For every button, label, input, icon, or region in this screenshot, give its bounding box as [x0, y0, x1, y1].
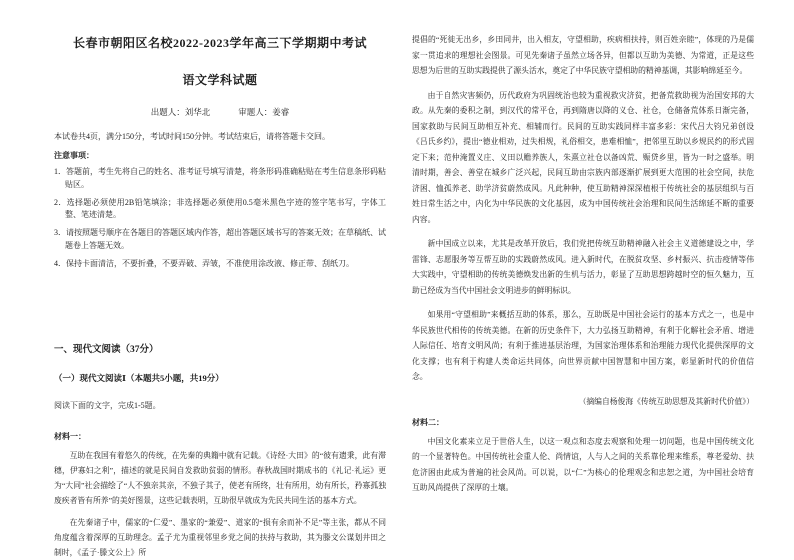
material1-paragraph-1: 互助在我国有着悠久的传统，在先秦的典籍中就有记载。《诗经·大田》的“彼有遗秉，此有滞穗，伊寡妇之利”，描述的就是民间自发救助贫弱的情形。春秋战国时期成书的《礼记·礼运》更为“大同”社会描绘了“人不独亲其亲，不独子其子，使老有所终，壮有所用，幼有所长，矜寡孤独废疾者皆有所养”的美好图景，这些记载表明，互助很早就成为先民共同生活的基本方式。	[54, 450, 386, 505]
notice-list	[54, 166, 386, 270]
notice-heading: 注意事项：	[54, 151, 94, 160]
notice-item-3: 3．请按照题号顺序在各题目的答题区域内作答，超出答题区域书写的答案无效；在草稿纸、试题卷上答题无效。	[54, 228, 386, 250]
question-setter: 出题人：刘华北	[150, 107, 211, 117]
section-heading: 一、现代文阅读（37分）	[54, 344, 159, 355]
continuation-paragraph: 提倡的“死徙无出乡，乡田同井，出入相友，守望相助，疾病相扶持，则百姓亲睦”，体现的乃是儒家一贯追求的理想社会图景。可见先秦诸子虽然立场各异，但都以互助为美德、为常道，正是这些思想为后世的互助实践提供了源头活水，奠定了中华民族守望相助的精神基调，其影响绵延至今。	[412, 35, 754, 75]
material2-label: 材料二：	[412, 417, 444, 427]
byline	[54, 106, 386, 118]
subsection-heading: （一）现代文阅读Ⅰ（本题共5小题，共19分）	[54, 372, 224, 383]
section-spacer	[54, 276, 386, 344]
body-paragraph-3: 新中国成立以来，尤其是改革开放后，我们党把传统互助精神融入社会主义道德建设之中，学雷锋、志愿服务等互帮互助的实践蔚然成风。进入新时代，在脱贫攻坚、乡村振兴、抗击疫情等伟大实践中，守望相助的传统美德焕发出新的生机与活力，彰显了互助思想跨越时空的恒久魅力，互助已经成为当代中国社会文明进步的鲜明标识。	[412, 239, 754, 295]
material1-paragraph-2: 在先秦诸子中，儒家的“仁爱”、墨家的“兼爱”、道家的“损有余而补不足”等主张，都从不同角度蕴含着深厚的互助理念。孟子尤为重视邻里乡党之间的扶持与救助，其为滕文公谋划井田之制时，《孟子·滕文公上》所	[54, 517, 386, 557]
left-column	[54, 0, 386, 560]
exam-title-line2: 语文学科试题	[182, 73, 258, 87]
body-paragraph-4: 如果用“守望相助”来概括互助的体系，那么，互助既是中国社会运行的基本方式之一，也是中华民族世代相传的传统美德。在新的历史条件下，大力弘扬互助精神，有利于化解社会矛盾、增进人际信任、培育文明风尚；有利于推进基层治理，为国家治理体系和治理能力现代化提供深厚的文化支撑；也有利于构建人类命运共同体，向世界贡献中国智慧和中国方案，彰显新时代的价值信念。	[412, 310, 754, 381]
exam-title-line1: 长春市朝阳区名校2022-2023学年高三下学期期中考试	[73, 36, 367, 50]
reading-instruction: 阅读下面的文字，完成1-5题。	[54, 400, 161, 410]
question-reviewer: 审题人：姜睿	[238, 107, 290, 117]
source-citation: （摘编自杨俊海《传统互助思想及其新时代价值》）	[578, 396, 754, 406]
material2-paragraph: 中国文化素来立足于世俗人生，以这一观点和态度去观察和处理一切问题，也是中国传统文化的一个显著特色。中国传统社会重人伦、尚情谊，人与人之间的关系靠伦理来维系，尊老爱幼、扶危济困由此成为普遍的社会风尚。可以说，以“仁”为核心的伦理观念和忠恕之道，为中国社会培育互助风尚提供了深厚的土壤。	[412, 436, 754, 492]
notice-item-2: 2．选择题必须使用2B铅笔填涂；非选择题必须使用0.5毫米黑色字迹的签字笔书写，字体工整、笔迹清楚。	[54, 197, 386, 219]
notice-item-4: 4．保持卡面清洁，不要折叠，不要弄破、弄皱，不准使用涂改液、修正带、刮纸刀。	[54, 258, 354, 268]
right-column	[412, 0, 754, 560]
body-paragraph-2: 由于自然灾害频仍，历代政府为巩固统治也较为重视救灾济贫，把备荒救助视为治国安邦的大政。从先秦的委积之制，到汉代的常平仓，再到隋唐以降的义仓、社仓，仓储备荒体系日渐完备，国家救助与民间互助相互补充、相辅而行。民间的互助实践同样丰富多彩：宋代吕大钧兄弟创设《吕氏乡约》，提出“德业相劝，过失相规，礼俗相交，患难相恤”，把邻里互助以乡规民约的形式固定下来；范仲淹置义庄、义田以赡养族人，朱熹立社仓以备凶荒、赈贷乡里，皆为一时之盛举。明清时期，善会、善堂在城乡广泛兴起，民间互助由宗族内部逐渐扩展到更大范围的社会空间，扶危济困、恤孤养老、助学济贫蔚然成风。凡此种种，使互助精神深深植根于传统社会的基层组织与百姓日常生活之中，内化为中华民族的文化基因，成为中国传统社会治理和民间生活绵延不断的重要内容。	[412, 90, 754, 224]
notice-item-1: 1．答题前，考生先将自己的姓名、准考证号填写清楚，将条形码准确粘贴在考生信息条形码粘贴区。	[54, 167, 386, 189]
material1-label: 材料一：	[54, 431, 86, 441]
exam-meta-line: 本试卷共4页，满分150分，考试时间150分钟。考试结束后，请将答题卡交回。	[54, 132, 330, 141]
